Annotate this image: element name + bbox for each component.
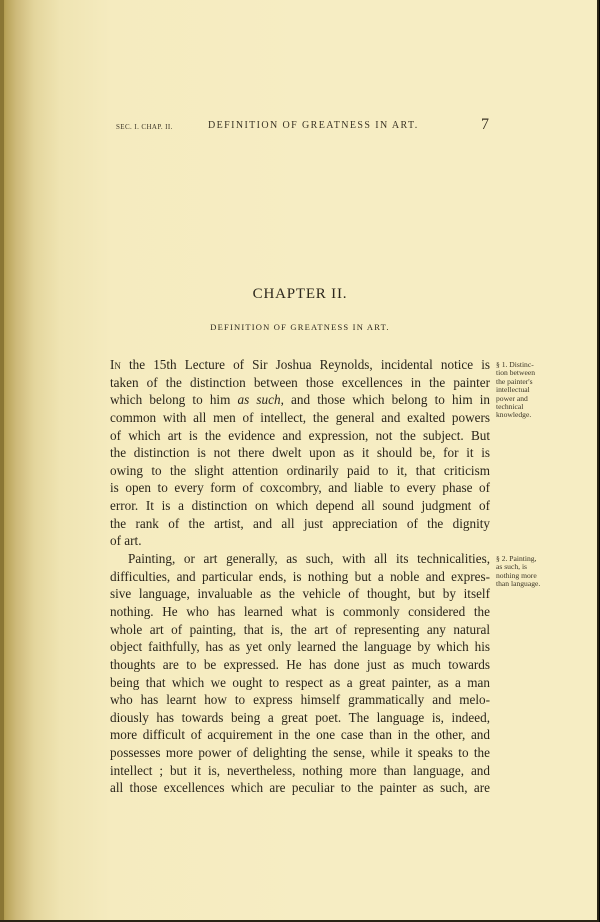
- text-line: of art.: [110, 533, 142, 549]
- text-line: error. It is a distinction on which depend all sound judgment of: [110, 498, 490, 514]
- text-line: object faithfully, has as yet only learned the language by which his: [110, 639, 490, 655]
- text-line: the distinction is not there dwelt upon as it should be, for it is: [110, 445, 490, 461]
- text-line: owing to the slight attention ordinarily paid to it, that criticism: [110, 462, 490, 478]
- emphasis: as such: [237, 392, 281, 408]
- sidenote-2: [496, 555, 564, 589]
- chapter-subtitle: DEFINITION OF GREATNESS IN ART.: [210, 322, 390, 332]
- body-text: [110, 356, 490, 797]
- line-text: , and those which belong to him in: [280, 392, 490, 408]
- sidenote-line: tion between: [496, 368, 536, 378]
- text-line: [110, 391, 490, 409]
- text-line: more difficult of acquirement in the one case than in the other, and: [110, 727, 490, 743]
- text-line: nothing. He who has learned what is commonly considered the: [110, 603, 490, 619]
- sidenote-line: power and: [496, 393, 528, 403]
- sidenote-line: intellectual: [496, 385, 530, 395]
- text-line: possesses more power of delighting the sense, while it speaks to the: [110, 745, 490, 761]
- sidenote-1: [496, 361, 564, 420]
- sidenote-line: nothing more: [496, 570, 537, 580]
- text-line: sive language, invaluable as the vehicle of thought, but by itself: [110, 586, 490, 602]
- paragraph-1: [110, 356, 490, 550]
- sidenote-line: technical: [496, 402, 524, 412]
- sidenote-line: § 2. Painting,: [496, 554, 537, 563]
- line-text: the 15th Lecture of Sir Joshua Reynolds, incidental notice is: [129, 357, 490, 372]
- text-line: diously has towards being a great poet. The language is, indeed,: [110, 709, 490, 725]
- drop-smallcaps: In: [110, 357, 121, 372]
- sidenote-line: as such, is: [496, 562, 528, 572]
- text-line: taken of the distinction between those excellences in the painter: [110, 374, 490, 390]
- text-line: of which art is the evidence and expression, not the subject. But: [110, 427, 490, 443]
- text-line: whole art of painting, that is, the art of representing any natural: [110, 621, 490, 637]
- text-line: is open to every form of coxcombry, and liable to every phase of: [110, 480, 490, 496]
- running-head-title: DEFINITION OF GREATNESS IN ART.: [208, 120, 419, 131]
- running-head-section: SEC. I. CHAP. II.: [116, 123, 173, 131]
- text-line: Painting, or art generally, as such, with all its technicalities,: [128, 551, 490, 567]
- text-line: the rank of the artist, and all just appreciation of the dignity: [110, 515, 490, 531]
- text-line: all those excellences which are peculiar to the painter as such, are: [110, 780, 490, 796]
- line-text: which belong to him: [110, 392, 238, 408]
- sidenote-line: knowledge.: [496, 410, 532, 420]
- text-line: [110, 356, 490, 374]
- text-line: difficulties, and particular ends, is nothing but a noble and expres-: [110, 568, 490, 584]
- text-line: being that which we ought to respect as a great painter, as a man: [110, 674, 490, 690]
- paragraph-2: [110, 550, 490, 797]
- sidenote-line: the painter's: [496, 376, 533, 386]
- text-line: thoughts are to be expressed. He has done just as much towards: [110, 656, 490, 672]
- sidenote-line: § 1. Distinc-: [496, 360, 534, 369]
- text-line: who has learnt how to express himself grammatically and melo-: [110, 692, 490, 708]
- text-line: intellect ; but it is, nevertheless, nothing more than language, and: [110, 762, 490, 778]
- running-head: [116, 118, 494, 138]
- page-number: 7: [481, 116, 489, 133]
- chapter-heading: CHAPTER II.: [252, 286, 348, 302]
- text-line: common with all men of intellect, the general and exalted powers: [110, 409, 490, 425]
- sidenote-line: than language.: [496, 579, 541, 589]
